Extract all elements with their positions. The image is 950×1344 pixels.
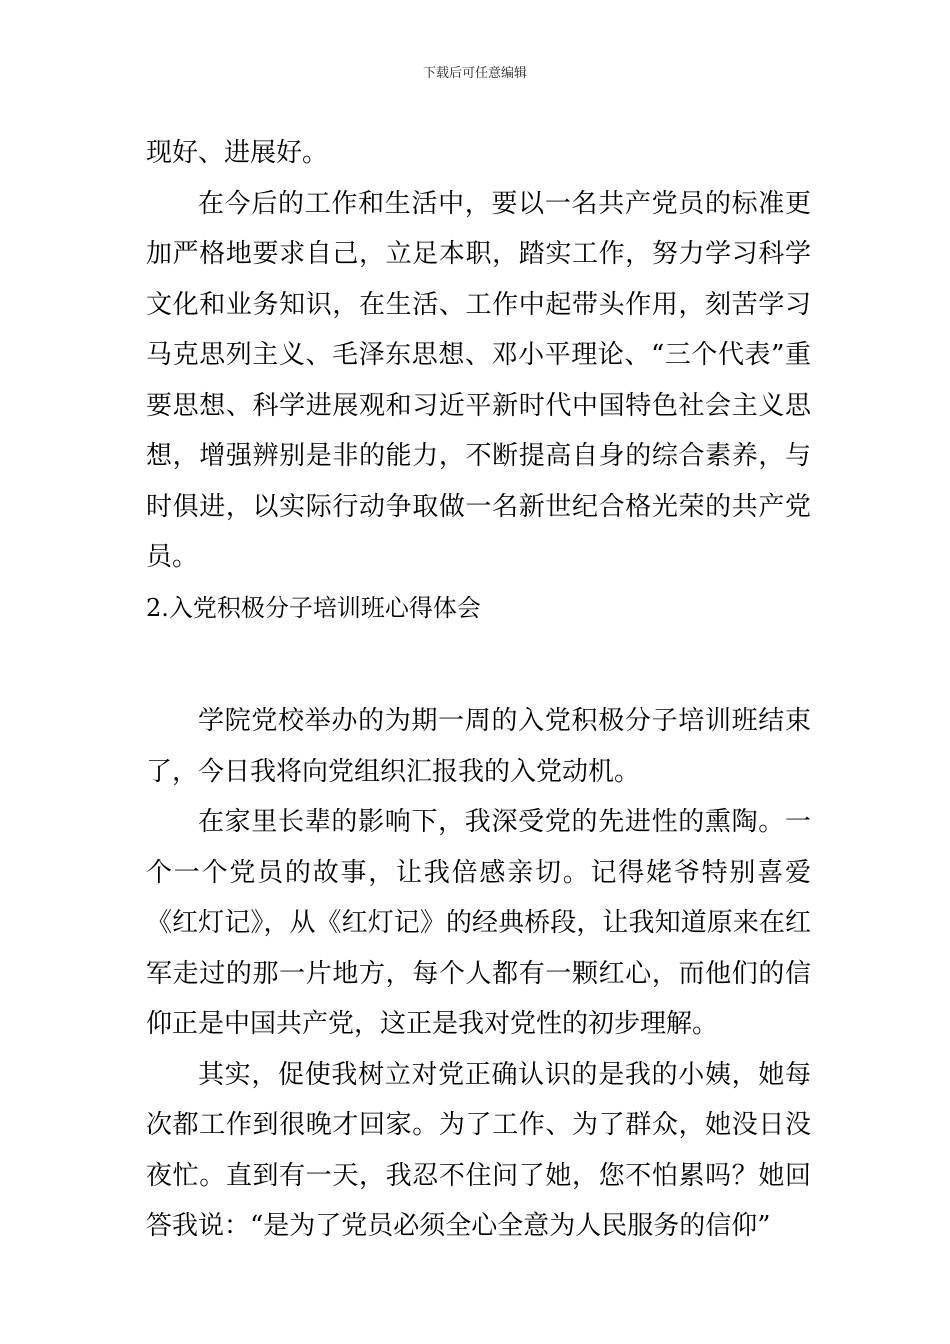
paragraph-family-influence: 在家里长辈的影响下，我深受党的先进性的熏陶。一个一个党员的故事，让我倍感亲切。记得姥爷特别喜爱《红灯记》，从《红灯记》的经典桥段，让我知道原来在红军走过的那一片地方，每个人都有一颗红心，而他们的信仰正是中国共产党，这正是我对党性的初步理解。 <box>146 807 811 1039</box>
page-header: 下载后可任意编辑 <box>422 66 527 81</box>
paragraph-continuation: 现好、进展好。 <box>146 138 329 168</box>
paragraph-intro: 学院党校举办的为期一周的入党积极分子培训班结束了，今日我将向党组织汇报我的入党动机。 <box>146 706 811 787</box>
paragraph-resolution: 在今后的工作和生活中，要以一名共产党员的标准更加严格地要求自己，立足本职，踏实工作，努力学习科学文化和业务知识，在生活、工作中起带头作用，刻苦学习马克思列主义、毛泽东思想、邓小平理论、“三个代表”重要思想、科学进展观和习近平新时代中国特色社会主义思想，增强辨别是非的能力，不断提高自身的综合素养，与时俱进，以实际行动争取做一名新世纪合格光荣的共产党员。 <box>146 188 811 572</box>
section-spacer <box>146 633 811 696</box>
section-title: 2.入党积极分子培训班心得体会 <box>146 593 481 622</box>
document-body <box>146 128 811 1252</box>
paragraph-aunt-story: 其实，促使我树立对党正确认识的是我的小姨，她每次都工作到很晚才回家。为了工作、为了群众，她没日没夜忙。直到有一天，我忍不住问了她，您不怕累吗？她回答我说：“是为了党员必须全心全意为人民服务的信仰” <box>146 1059 811 1241</box>
